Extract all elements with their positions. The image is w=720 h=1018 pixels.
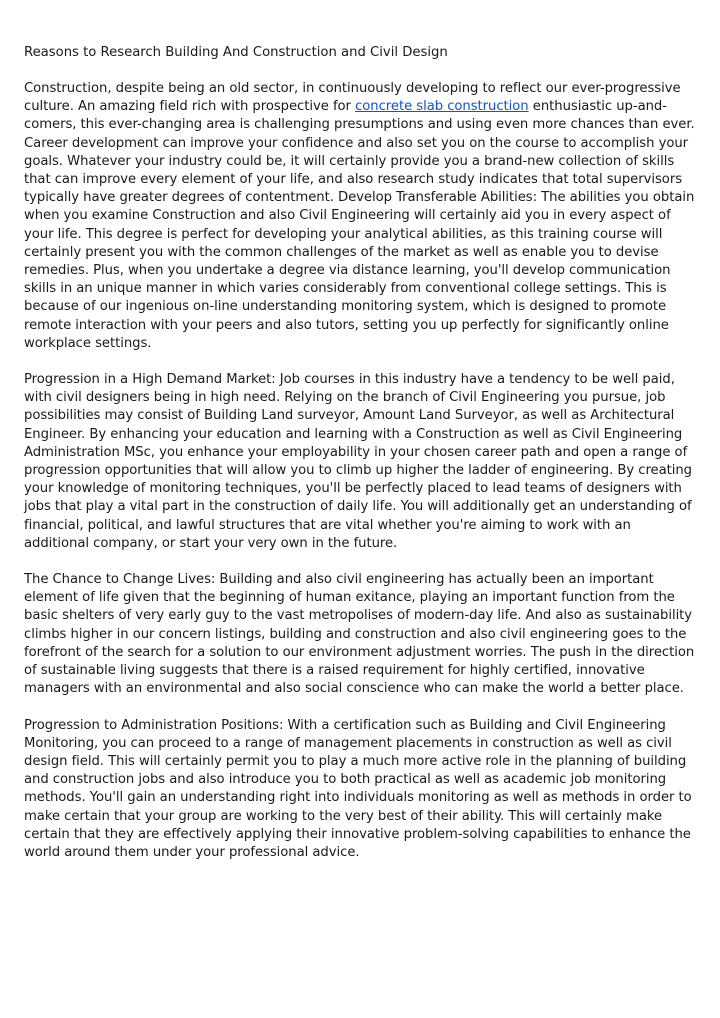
paragraph-construction-intro (24, 80, 696, 353)
paragraph-change-lives: The Chance to Change Lives: Building and also civil engineering has actually been an important element of life given that the beginning of human exitance, playing an important function from the basic shelters of very early guy to the vast metropolises of modern-day life. And also as sustainability climbs higher in our concern listings, building and construction and also civil engineering goes to the forefront of the search for a solution to our environment adjustment worries. The push in the direction of sustainable living suggests that there is a raised requirement for highly certified, innovative managers with an environmental and also social conscience who can make the world a better place. (24, 572, 695, 697)
paragraph-administration-positions: Progression to Administration Positions: With a certification such as Building and Civil Engineering Monitoring, you can proceed to a range of management placements in construction as well as civil design field. This will certainly permit you to play a much more active role in the planning of building and construction jobs and also introduce you to both practical as well as academic job monitoring methods. You'll gain an understanding right into individuals monitoring as well as methods in order to make certain that your group are working to the very best of their ability. This will certainly make certain that they are effectively applying their innovative problem-solving capabilities to enhance the world around them under your professional advice. (24, 717, 692, 860)
document-title: Reasons to Research Building And Construction and Civil Design (24, 45, 448, 60)
concrete-slab-construction-link[interactable]: concrete slab construction (355, 99, 529, 115)
paragraph-text-before-link: Construction, despite being an old sector, in continuously developing to reflect our ever-progressive culture. An amazing field rich with prospective for (24, 81, 681, 115)
paragraph-high-demand-market: Progression in a High Demand Market: Job courses in this industry have a tendency to be well paid, with civil designers being in high need. Relying on the branch of Civil Engineering you pursue, job possibilities may consist of Building Land surveyor, Amount Land Surveyor, as well as Architectural Engineer. By enhancing your education and learning with a Construction as well as Civil Engineering Administration MSc, you enhance your employability in your chosen career path and open a range of progression opportunities that will allow you to climb up higher the ladder of engineering. By creating your knowledge of monitoring techniques, you'll be perfectly placed to lead teams of designers with jobs that play a vital part in the construction of daily life. You will additionally get an understanding of financial, political, and lawful structures that are vital whether you're aiming to work with an additional company, or start your very own in the future. (24, 372, 692, 551)
document-page (24, 44, 696, 880)
paragraph-text-after-link: enthusiastic up-and-comers, this ever-changing area is challenging presumptions and using even more chances than ever. Career development can improve your confidence and also set you on the course to accomplish your goals. Whatever your industry could be, it will certainly provide you a brand-new collection of skills that can improve every element of your life, and also research study indicates that total supervisors typically have greater degrees of contentment. Develop Transferable Abilities: The abilities you obtain when you examine Construction and also Civil Engineering will certainly aid you in every aspect of your life. This degree is perfect for developing your analytical abilities, as this training course will certainly present you with the common challenges of the market as well as enable you to devise remedies. Plus, when you undertake a degree via distance learning, you'll develop communication skills in an unique manner in which varies considerably from conventional college settings. This is because of our ingenious on-line understanding monitoring system, which is designed to promote remote interaction with your peers and also tutors, setting you up perfectly for significantly online workplace settings. (24, 99, 695, 351)
